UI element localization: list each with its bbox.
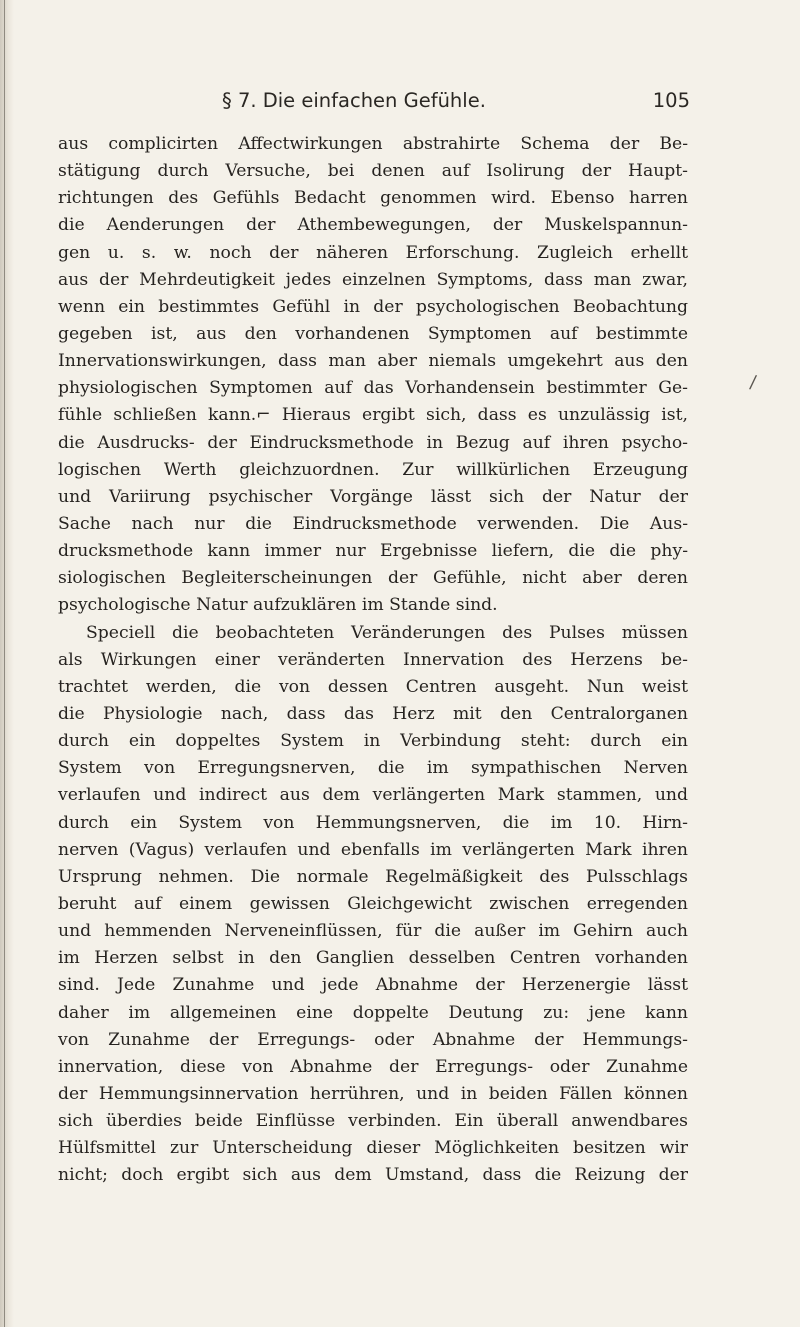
text-line: Sache nach nur die Eindrucksmethode verwenden. Die Aus- [58, 513, 688, 534]
text-line: trachtet werden, die von dessen Centren ausgeht. Nun weist [58, 676, 688, 697]
text-line: die Physiologie nach, dass das Herz mit den Centralorganen [58, 703, 688, 724]
text-line: beruht auf einem gewissen Gleichgewicht zwischen erregenden [58, 893, 688, 914]
text-line: drucksmethode kann immer nur Ergebnisse liefern, die die phy- [58, 541, 688, 562]
text-line: durch ein doppeltes System in Verbindung steht: durch ein [58, 731, 688, 752]
text-line: logischen Werth gleichzuordnen. Zur willkürlichen Erzeugung [58, 459, 688, 480]
text-line: siologischen Begleiterscheinungen der Gefühle, nicht aber deren [58, 568, 688, 589]
text-line: System von Erregungsnerven, die im sympathischen Nerven [58, 758, 688, 779]
text-line: verlaufen und indirect aus dem verlängerten Mark stammen, und [58, 785, 688, 806]
text-line-paragraph-end: psychologische Natur aufzuklären im Stande sind. [58, 595, 498, 616]
text-line: und Variirung psychischer Vorgänge lässt sich der Natur der [58, 486, 688, 507]
text-line: nerven (Vagus) verlaufen und ebenfalls im verlängerten Mark ihren [58, 839, 688, 860]
text-line: richtungen des Gefühls Bedacht genommen wird. Ebenso harren [58, 188, 688, 209]
text-line-paragraph-start: Speciell die beobachteten Veränderungen des Pulses müssen [86, 622, 688, 643]
page-number: 105 [652, 89, 690, 112]
text-line: als Wirkungen einer veränderten Innervation des Herzens be- [58, 649, 688, 670]
text-line: sind. Jede Zunahme und jede Abnahme der Herzenergie lässt [58, 975, 688, 996]
text-line: Ursprung nehmen. Die normale Regelmäßigkeit des Pulsschlags [58, 866, 688, 887]
running-head [222, 86, 690, 116]
text-line: die Ausdrucks- der Eindrucksmethode in Bezug auf ihren psycho- [58, 432, 688, 453]
text-line: die Aenderungen der Athembewegungen, der Muskelspannun- [58, 215, 688, 236]
text-line: gegeben ist, aus den vorhandenen Symptomen auf bestimmte [58, 323, 688, 344]
text-line: fühle schließen kann.⌐ Hieraus ergibt sich, dass es unzulässig ist, [58, 405, 688, 426]
text-line: Hülfsmittel zur Unterscheidung dieser Möglichkeiten besitzen wir [58, 1138, 688, 1159]
text-line: nicht; doch ergibt sich aus dem Umstand, dass die Reizung der [58, 1165, 688, 1186]
text-line: von Zunahme der Erregungs- oder Abnahme der Hemmungs- [58, 1029, 688, 1050]
text-line: Innervationswirkungen, dass man aber niemals umgekehrt aus den [58, 351, 688, 372]
text-line: innervation, diese von Abnahme der Erregungs- oder Zunahme [58, 1056, 688, 1077]
body-text [58, 131, 688, 1189]
text-line: daher im allgemeinen eine doppelte Deutung zu: jene kann [58, 1002, 688, 1023]
section-title: § 7. Die einfachen Gefühle. [222, 89, 486, 112]
text-line: stätigung durch Versuche, bei denen auf Isolirung der Haupt- [58, 161, 688, 182]
text-line: sich überdies beide Einflüsse verbinden. Ein überall anwendbares [58, 1111, 688, 1132]
text-line: durch ein System von Hemmungsnerven, die im 10. Hirn- [58, 812, 688, 833]
scan-edge-line [4, 0, 5, 1327]
text-line: aus der Mehrdeutigkeit jedes einzelnen Symptoms, dass man zwar, [58, 269, 688, 290]
text-line: wenn ein bestimmtes Gefühl in der psychologischen Beobachtung [58, 296, 688, 317]
scan-edge [0, 0, 14, 1327]
text-line: aus complicirten Affectwirkungen abstrahirte Schema der Be- [58, 134, 688, 154]
text-line: physiologischen Symptomen auf das Vorhandensein bestimmter Ge- [58, 378, 688, 399]
text-line: im Herzen selbst in den Ganglien desselben Centren vorhanden [58, 948, 688, 969]
text-line: der Hemmungsinnervation herrühren, und in beiden Fällen können [58, 1083, 688, 1104]
margin-pencil-mark: / [748, 371, 758, 394]
text-line: gen u. s. w. noch der näheren Erforschung. Zugleich erhellt [58, 242, 688, 263]
text-line: und hemmenden Nerveneinflüssen, für die außer im Gehirn auch [58, 921, 688, 942]
